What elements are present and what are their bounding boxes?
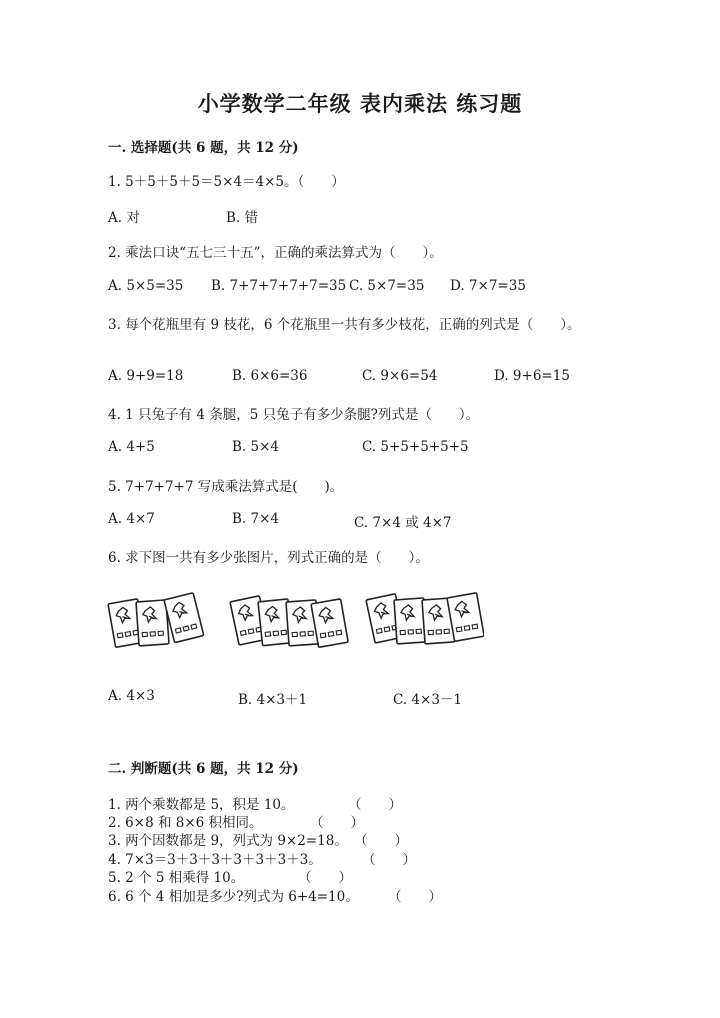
q3-option-b[interactable]: B. 6×6=36 [232, 368, 308, 384]
judgement-blank-2[interactable]: （ ） [310, 815, 364, 831]
judgement-item-6: 6. 6 个 4 相加是多少?列式为 6+4=10。 [108, 889, 359, 905]
judgement-blank-3[interactable]: （ ） [354, 833, 408, 849]
q5-option-c[interactable]: C. 7×4 或 4×7 [354, 515, 452, 531]
q2-option-b[interactable]: B. 7+7+7+7+7=35 [211, 278, 347, 294]
judgement-item-3: 3. 两个因数都是 9，列式为 9×2=18。 [108, 833, 348, 849]
q4-option-b[interactable]: B. 5×4 [232, 439, 279, 455]
q3-option-c[interactable]: C. 9×6=54 [362, 368, 438, 384]
judgement-blank-1[interactable]: （ ） [348, 797, 402, 813]
q4-option-c[interactable]: C. 5+5+5+5+5 [362, 439, 469, 455]
judgement-item-4: 4. 7×3＝3＋3＋3＋3＋3＋3＋3。 [108, 852, 322, 868]
judgement-item-2: 2. 6×8 和 8×6 积相同。 [108, 815, 263, 831]
question-2: 2. 乘法口诀“五七三十五”，正确的乘法算式为（ ）。 [108, 245, 443, 261]
q3-option-d[interactable]: D. 9+6=15 [494, 368, 570, 384]
page-title: 小学数学二年级 表内乘法 练习题 [197, 91, 523, 116]
q6-option-a[interactable]: A. 4×3 [108, 688, 155, 704]
q5-option-a[interactable]: A. 4×7 [108, 511, 155, 527]
section-heading-judgement: 二. 判断题(共 6 题，共 12 分) [108, 761, 299, 777]
question-4: 4. 1 只兔子有 4 条腿，5 只兔子有多少条腿?列式是（ ）。 [108, 407, 480, 423]
question-5: 5. 7+7+7+7 写成乘法算式是( )。 [108, 479, 344, 495]
question-6: 6. 求下图一共有多少张图片，列式正确的是（ ）。 [108, 550, 429, 566]
q4-option-a[interactable]: A. 4+5 [108, 439, 155, 455]
question-1: 1. 5＋5＋5＋5＝5×4＝4×5。（ ） [108, 174, 345, 190]
judgement-blank-6[interactable]: （ ） [388, 889, 442, 905]
card [447, 593, 484, 642]
judgement-item-1: 1. 两个乘数都是 5，积是 10。 [108, 797, 295, 813]
section-heading-choice: 一. 选择题(共 6 题，共 12 分) [108, 140, 299, 156]
question-3: 3. 每个花瓶里有 9 枝花，6 个花瓶里一共有多少枝花，正确的列式是（ ）。 [108, 317, 581, 333]
judgement-blank-4[interactable]: （ ） [362, 852, 416, 868]
judgement-blank-5[interactable]: （ ） [298, 870, 352, 886]
q1-option-b[interactable]: B. 错 [226, 210, 259, 226]
card [164, 593, 204, 643]
card [311, 599, 348, 648]
card [136, 600, 169, 646]
q1-option-a[interactable]: A. 对 [108, 210, 140, 226]
q3-option-a[interactable]: A. 9+9=18 [108, 368, 184, 384]
cards-illustration [104, 588, 484, 654]
card-group-3 [366, 593, 484, 644]
q6-option-b[interactable]: B. 4×3＋1 [238, 692, 308, 708]
q5-option-b[interactable]: B. 7×4 [232, 511, 279, 527]
card-group-2 [230, 596, 348, 648]
q2-option-c[interactable]: C. 5×7=35 [349, 278, 425, 294]
q6-option-c[interactable]: C. 4×3－1 [393, 692, 463, 708]
judgement-item-5: 5. 2 个 5 相乘得 10。 [108, 870, 245, 886]
card-group-1 [108, 593, 204, 648]
q2-option-d[interactable]: D. 7×7=35 [450, 278, 526, 294]
q2-option-a[interactable]: A. 5×5=35 [108, 278, 184, 294]
